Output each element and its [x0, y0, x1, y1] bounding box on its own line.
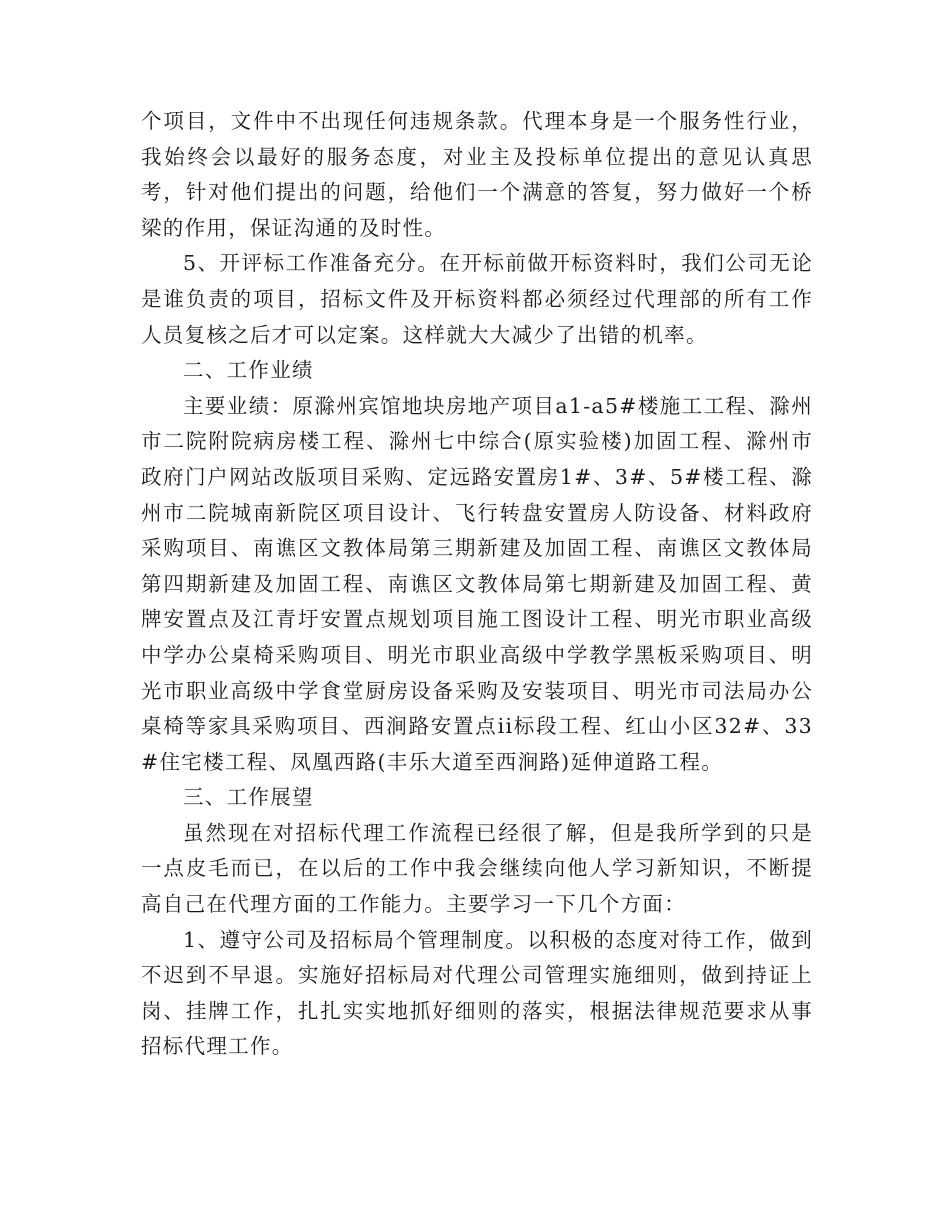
paragraph-outlook-intro: 虽然现在对招标代理工作流程已经很了解，但是我所学到的只是一点皮毛而已，在以后的工作中我会继续向他人学习新知识，不断提高自己在代理方面的工作能力。主要学习一下几个方面：: [141, 820, 813, 917]
paragraph-service-attitude: 个项目，文件中不出现任何违规条款。代理本身是一个服务性行业，我始终会以最好的服务态度，对业主及投标单位提出的意见认真思考，针对他们提出的问题，给他们一个满意的答复，努力做好一个桥梁的作用，保证沟通的及时性。: [141, 109, 813, 240]
paragraph-main-achievements: 主要业绩：原滁州宾馆地块房地产项目a1-a5#楼施工工程、滁州市二院附院病房楼工程、滁州七中综合(原实验楼)加固工程、滁州市政府门户网站改版项目采购、定远路安置房1#、3#、5#楼工程、滁州市二院城南新院区项目设计、飞行转盘安置房人防设备、材料政府采购项目、南谯区文教体局第三期新建及加固工程、南谯区文教体局第四期新建及加固工程、南谯区文教体局第七期新建及加固工程、黄牌安置点及江青圩安置点规划项目施工图设计工程、明光市职业高级中学办公桌椅采购项目、明光市职业高级中学教学黑板采购项目、明光市职业高级中学食堂厨房设备采购及安装项目、明光市司法局办公桌椅等家具采购项目、西涧路安置点ii标段工程、红山小区32#、33#住宅楼工程、凤凰西路(丰乐大道至西涧路)延伸道路工程。: [141, 393, 813, 774]
section-heading-work-outlook: 三、工作展望: [183, 785, 314, 810]
document-body: [141, 104, 813, 1065]
paragraph-bid-opening-preparation: 5、开评标工作准备充分。在开标前做开标资料时，我们公司无论是谁负责的项目，招标文件及开标资料都必须经过代理部的所有工作人员复核之后才可以定案。这样就大大减少了出错的机率。: [141, 251, 813, 347]
paragraph-company-rules: 1、遵守公司及招标局个管理制度。以积极的态度对待工作，做到不迟到不早退。实施好招标局对代理公司管理实施细则，做到持证上岗、挂牌工作，扎扎实实地抓好细则的落实，根据法律规范要求从事招标代理工作。: [141, 927, 813, 1059]
section-heading-work-achievements: 二、工作业绩: [183, 358, 314, 383]
